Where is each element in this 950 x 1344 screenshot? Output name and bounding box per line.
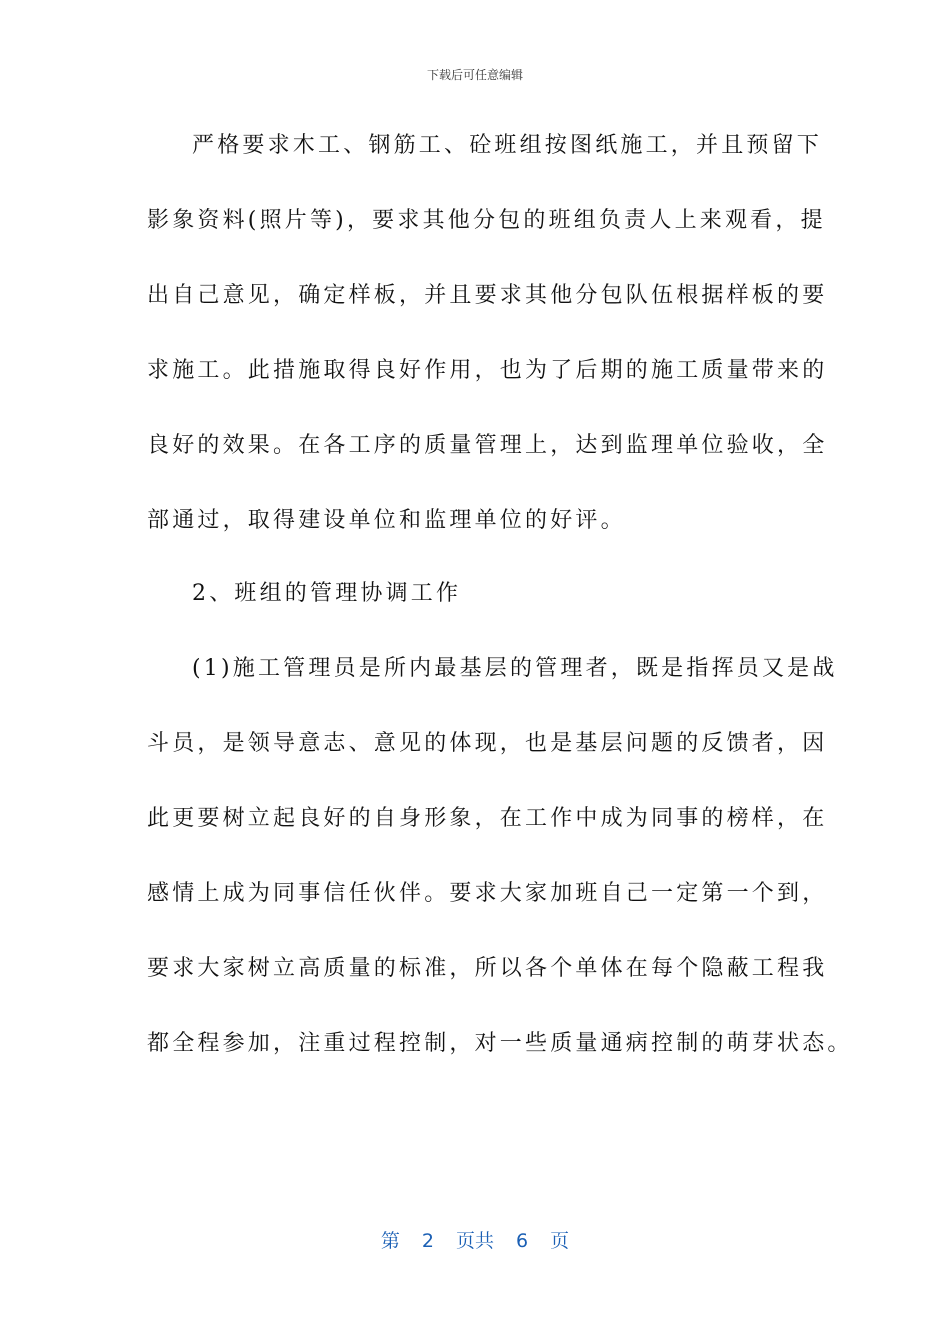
paragraph-line: 影象资料(照片等)，要求其他分包的班组负责人上来观看，提 [147, 208, 826, 233]
paragraph-line: 良好的效果。在各工序的质量管理上，达到监理单位验收，全 [147, 433, 828, 458]
paragraph-line: 此更要树立起良好的自身形象，在工作中成为同事的榜样，在 [147, 806, 828, 831]
section-heading: 2、班组的管理协调工作 [192, 581, 462, 606]
paragraph-line: 都全程参加，注重过程控制，对一些质量通病控制的萌芽状态。 [147, 1031, 853, 1056]
paragraph-line: 出自己意见，确定样板，并且要求其他分包队伍根据样板的要 [147, 283, 828, 308]
paragraph-line: 斗员，是领导意志、意见的体现，也是基层问题的反馈者，因 [147, 731, 828, 756]
paragraph-line: 要求大家树立高质量的标准，所以各个单体在每个隐蔽工程我 [147, 956, 828, 981]
page-footer [0, 1226, 950, 1253]
paragraph-line: 感情上成为同事信任伙伴。要求大家加班自己一定第一个到， [147, 881, 828, 906]
page-label-mid: 页共 [455, 1230, 494, 1252]
page-total: 6 [516, 1230, 529, 1252]
page-label-suffix: 页 [550, 1230, 570, 1252]
paragraph-line: 求施工。此措施取得良好作用，也为了后期的施工质量带来的 [147, 358, 828, 383]
paragraph-line: 部通过，取得建设单位和监理单位的好评。 [147, 508, 626, 533]
paragraph-line: (1)施工管理员是所内最基层的管理者，既是指挥员又是战 [192, 656, 838, 681]
paragraph-line: 严格要求木工、钢筋工、砼班组按图纸施工，并且预留下 [192, 133, 823, 158]
page-current: 2 [421, 1230, 434, 1252]
page-header: 下载后可任意编辑 [426, 68, 523, 82]
page-label-prefix: 第 [380, 1230, 400, 1252]
